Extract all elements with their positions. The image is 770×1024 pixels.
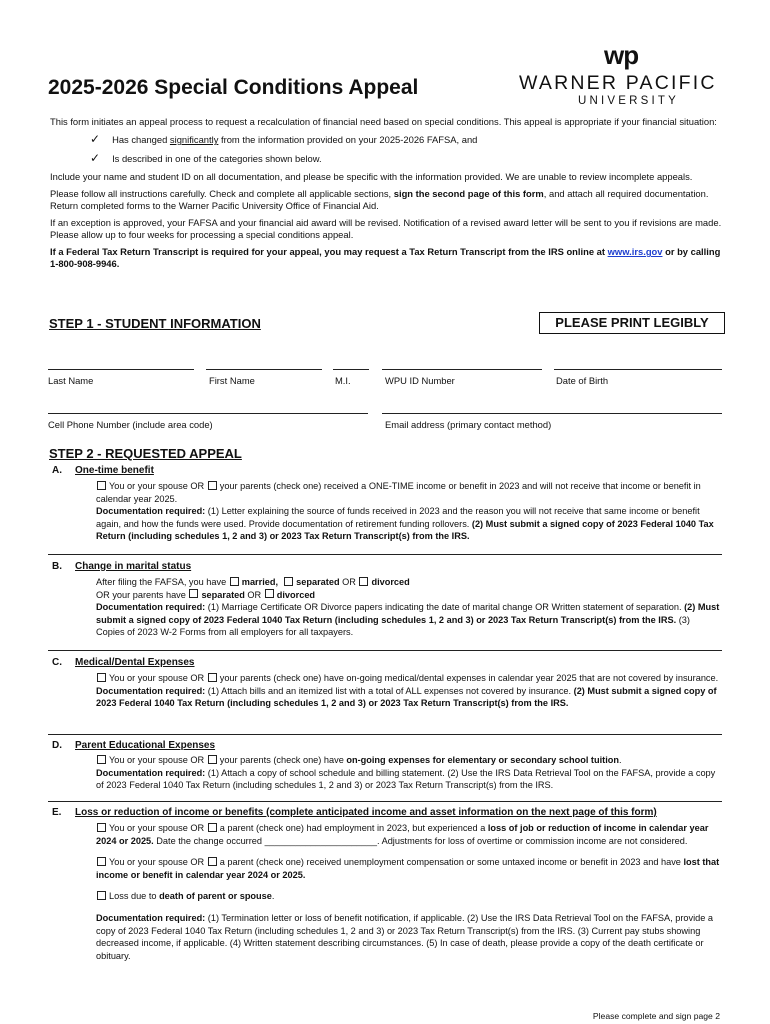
page-title: 2025-2026 Special Conditions Appeal: [48, 76, 419, 99]
checkmark-icon: ✓: [90, 132, 101, 146]
self-checkbox[interactable]: [97, 857, 106, 866]
married-checkbox[interactable]: [230, 577, 239, 586]
intro-paragraph: If a Federal Tax Return Transcript is required for your appeal, you may request a Tax Return Transcript from the IRS online at www.irs.gov or by calling 1-800-908-9946.: [50, 246, 721, 269]
self-checkbox[interactable]: [97, 673, 106, 682]
middle-initial-label: M.I.: [335, 375, 351, 386]
section-b-body: After filing the FAFSA, you have married, separated OR divorced OR your parents have separated OR divorced Documentation required: (1) Marriage Certificate OR Divorce papers indicating the date of marital change OR Written statement of separation. (2) Must submit a signed copy of 2023 Federal 1040 Tax Return (including schedules 1, 2 and 3) or 2023 Tax Return Transcript(s) from the IRS. (3) Copies of 2023 W-2 Forms from all employers for all taxpayers.: [96, 577, 720, 638]
section-d-title: Parent Educational Expenses: [75, 740, 216, 751]
self-checkbox[interactable]: [97, 755, 106, 764]
last-name-field[interactable]: [48, 369, 194, 370]
dob-label: Date of Birth: [556, 375, 609, 386]
divorced-checkbox[interactable]: [359, 577, 368, 586]
wpu-id-label: WPU ID Number: [385, 375, 455, 386]
parents-divorced-checkbox[interactable]: [265, 589, 274, 598]
parents-checkbox[interactable]: [208, 755, 217, 764]
email-field[interactable]: [382, 413, 722, 414]
section-a-letter: A.: [52, 465, 62, 476]
section-b-letter: B.: [52, 561, 62, 572]
middle-initial-field[interactable]: [333, 369, 369, 370]
section-b-title: Change in marital status: [75, 561, 192, 572]
section-d-body: You or your spouse OR your parents (check one) have on-going expenses for elementary or secondary school tuition. Documentation required: (1) Attach a copy of school schedule and billing statement. (2) Use the IRS Data Retrieval Tool on the FAFSA, provide a copy of 2023 Federal 1040 Tax Return (including schedules 1, 2 and 3) or 2023 Tax Return Transcript(s) from the IRS.: [96, 755, 716, 791]
step1-heading: STEP 1 - STUDENT INFORMATION: [49, 316, 261, 331]
section-c-body: You or your spouse OR your parents (check one) have on-going medical/dental expenses in calendar year 2025 that are not covered by insurance. Documentation required: (1) Attach bills and an itemized list with a total of ALL expenses not covered by insurance. (2) Must submit a signed copy of 2023 Federal 1040 Tax Return (including schedules 1, 2 and 3) or 2023 Tax Return Transcript(s) from the IRS.: [96, 673, 719, 709]
section-divider: [48, 650, 722, 651]
parents-checkbox[interactable]: [208, 673, 217, 682]
university-logo-mark: wp: [604, 40, 639, 70]
intro-paragraph: If an exception is approved, your FAFSA and your financial aid award will be revised. Notification of a revised award letter will be sent to you if revisions are made. Please allow up to four weeks for processing a special conditions appeal.: [50, 217, 722, 240]
last-name-label: Last Name: [48, 375, 94, 386]
email-label: Email address (primary contact method): [385, 419, 552, 430]
intro-paragraph: Include your name and student ID on all documentation, and please be specific with the information provided. We are unable to review incomplete appeals.: [50, 171, 693, 182]
section-e-title: Loss or reduction of income or benefits (complete anticipated income and asset information on the next page of this form): [75, 807, 657, 818]
section-divider: [48, 554, 722, 555]
intro-paragraph: This form initiates an appeal process to request a recalculation of financial need based on special conditions. This appeal is appropriate if your financial situation:: [50, 116, 717, 127]
section-divider: [48, 801, 722, 802]
step2-heading: STEP 2 - REQUESTED APPEAL: [49, 446, 242, 461]
section-d-letter: D.: [52, 740, 62, 751]
parents-separated-checkbox[interactable]: [189, 589, 198, 598]
parent-checkbox[interactable]: [208, 857, 217, 866]
section-a-body: You or your spouse OR your parents (check one) received a ONE-TIME income or benefit in 2023 and will not receive that income or benefit in calendar year 2025. Documentation required: (1) Letter explaining the source of funds received in 2023 and the reason you will not receive that same income or benefit again, and how the funds were used. Provide documentation of retirement funding rollovers. (2) Must submit a signed copy of 2023 Federal 1040 Tax Return (including schedules 1, 2 and 3) or 2023 Tax Return Transcript(s) from the IRS.: [96, 481, 714, 542]
self-checkbox[interactable]: [97, 481, 106, 490]
intro-section: [50, 116, 722, 275]
section-e-letter: E.: [52, 807, 62, 818]
dob-field[interactable]: [554, 369, 722, 370]
self-checkbox[interactable]: [97, 823, 106, 832]
section-c-letter: C.: [52, 657, 62, 668]
university-logo-name: WARNER PACIFIC: [519, 72, 717, 94]
section-c-title: Medical/Dental Expenses: [75, 657, 195, 668]
check-item: ✓ Is described in one of the categories shown below.: [90, 151, 322, 165]
wpu-id-field[interactable]: [382, 369, 542, 370]
university-logo-subtitle: UNIVERSITY: [578, 95, 680, 107]
footer-note: Please complete and sign page 2: [592, 1011, 720, 1021]
check-item: ✓ Has changed significantly from the information provided on your 2025-2026 FAFSA, and: [90, 132, 478, 146]
parent-checkbox[interactable]: [208, 823, 217, 832]
checkmark-icon: ✓: [90, 151, 101, 165]
parents-checkbox[interactable]: [208, 481, 217, 490]
section-divider: [48, 734, 722, 735]
death-checkbox[interactable]: [97, 891, 106, 900]
print-legibly-box: PLEASE PRINT LEGIBLY: [539, 312, 725, 334]
section-a-title: One-time benefit: [75, 465, 154, 476]
cell-phone-label: Cell Phone Number (include area code): [48, 419, 213, 430]
intro-paragraph: Please follow all instructions carefully. Check and complete all applicable sections, sign the second page of this form, and attach all required documentation. Return completed forms to the Warner Pacific University Office of Financial Aid.: [50, 188, 709, 211]
first-name-field[interactable]: [206, 369, 322, 370]
irs-link[interactable]: www.irs.gov: [607, 246, 663, 257]
section-e-body: You or your spouse OR a parent (check one) had employment in 2023, but experienced a loss of job or reduction of income in calendar year 2024 or 2025. Date the change occurred ______________________. Adjustments for loss of overtime or commission income are not considered. You or your spouse OR a parent (check one) received unemployment compensation or some untaxed income or benefit in 2023 and have lost that income or benefit in calendar year 2024 or 2025. Loss due to death of parent or spouse. Documentation required: (1) Termination letter or loss of benefit notification, if applicable. (2) Use the IRS Data Retrieval Tool on the FAFSA, provide a copy of 2023 Federal 1040 Tax Return (including schedules 1, 2 and 3) or 2023 Tax Return Transcript(s) from the IRS. (3) Current pay stubs showing decreased income, if applicable. (4) Written statement describing circumstances. (5) In case of death, please provide a copy of the death certificate or obituary.: [96, 823, 720, 961]
cell-phone-field[interactable]: [48, 413, 368, 414]
first-name-label: First Name: [209, 375, 255, 386]
separated-checkbox[interactable]: [284, 577, 293, 586]
